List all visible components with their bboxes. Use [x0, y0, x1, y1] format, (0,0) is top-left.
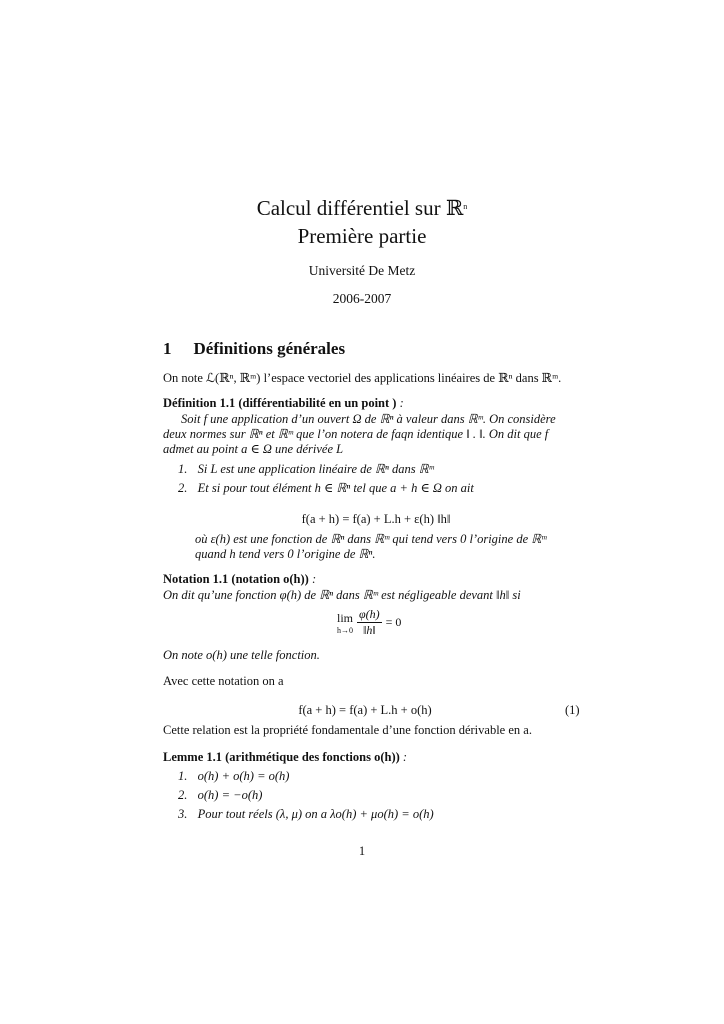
lemma-item — [178, 769, 289, 784]
fraction — [357, 607, 382, 638]
list-number: 1. — [178, 462, 188, 476]
lemma-colon: : — [402, 750, 408, 764]
notation-line-2: On note o(h) une telle fonction. — [163, 648, 320, 662]
university-name: Université De Metz — [308, 263, 416, 278]
notation-heading — [163, 572, 316, 587]
limit-equals: = 0 — [385, 615, 402, 629]
limit-formula — [337, 607, 401, 638]
fraction-numerator: φ(h) — [359, 607, 380, 621]
limit-operator — [337, 611, 353, 635]
definition-item — [178, 480, 474, 496]
section-heading — [163, 339, 345, 359]
limit-subscript: h→0 — [337, 625, 353, 635]
notation-colon: : — [311, 572, 317, 586]
lemma-heading — [163, 750, 407, 765]
title-line1: Calcul différentiel sur ℝ — [256, 196, 464, 220]
definition-heading — [163, 396, 404, 411]
document-subtitle: Première partie — [297, 224, 427, 248]
section-number: 1 — [163, 339, 172, 358]
list-number: 1. — [178, 769, 188, 783]
definition-line-1: Soit f une application d’un ouvert Ω de ℝⁿ à valeur dans ℝᵐ. On considère — [181, 412, 556, 426]
equation-number: (1) — [565, 703, 580, 717]
academic-year: 2006-2007 — [332, 291, 392, 306]
definition-colon: : — [399, 396, 404, 410]
list-number: 2. — [178, 788, 188, 802]
limit-word: lim — [337, 610, 354, 625]
title-superscript: n — [463, 202, 468, 211]
lemma-item — [178, 807, 434, 822]
list-item-text: o(h) = −o(h) — [197, 788, 263, 802]
definition-equation: f(a + h) = f(a) + L.h + ε(h) ‖h‖ — [301, 512, 451, 526]
definition-item — [178, 461, 434, 477]
definition-line-2: deux normes sur ℝⁿ et ℝᵐ que l’on notera de faqn identique ‖ . ‖. On dit que f — [163, 427, 549, 441]
document-title — [0, 196, 724, 221]
paragraph: Cette relation est la propriété fondamentale d’une fonction dérivable en a. — [163, 723, 532, 737]
list-item-text: Si L est une application linéaire de ℝⁿ dans ℝᵐ — [197, 462, 434, 476]
list-number: 3. — [178, 807, 188, 821]
list-item-text: Pour tout réels (λ, μ) on a λo(h) + μo(h) = o(h) — [197, 807, 434, 821]
list-item-text: Et si pour tout élément h ∈ ℝⁿ tel que a + h ∈ Ω on ait — [197, 481, 474, 495]
definition-line-3: admet au point a ∈ Ω une dérivée L — [163, 442, 344, 456]
definition-after-line-1: où ε(h) est une fonction de ℝⁿ dans ℝᵐ qui tend vers 0 l’origine de ℝᵐ — [195, 532, 547, 546]
paragraph: Avec cette notation on a — [163, 674, 284, 688]
section-intro: On note ℒ(ℝⁿ, ℝᵐ) l’espace vectoriel des applications linéaires de ℝⁿ dans ℝᵐ. — [163, 371, 562, 385]
definition-title: Définition 1.1 (différentiabilité en un point ) — [163, 396, 397, 410]
notation-line-1: On dit qu’une fonction φ(h) de ℝⁿ dans ℝᵐ est négligeable devant ‖h‖ si — [163, 588, 521, 602]
page-number: 1 — [358, 844, 366, 858]
list-item-text: o(h) + o(h) = o(h) — [197, 769, 290, 783]
equation-1: f(a + h) = f(a) + L.h + o(h) — [298, 703, 432, 717]
lemma-item — [178, 788, 262, 803]
notation-title: Notation 1.1 (notation o(h)) — [163, 572, 309, 586]
definition-after-line-2: quand h tend vers 0 l’origine de ℝⁿ. — [195, 547, 376, 561]
lemma-title: Lemme 1.1 (arithmétique des fonctions o(h)) — [163, 750, 400, 764]
fraction-denominator: ‖h‖ — [362, 623, 376, 637]
section-title: Définitions générales — [193, 339, 346, 358]
list-number: 2. — [178, 481, 188, 495]
